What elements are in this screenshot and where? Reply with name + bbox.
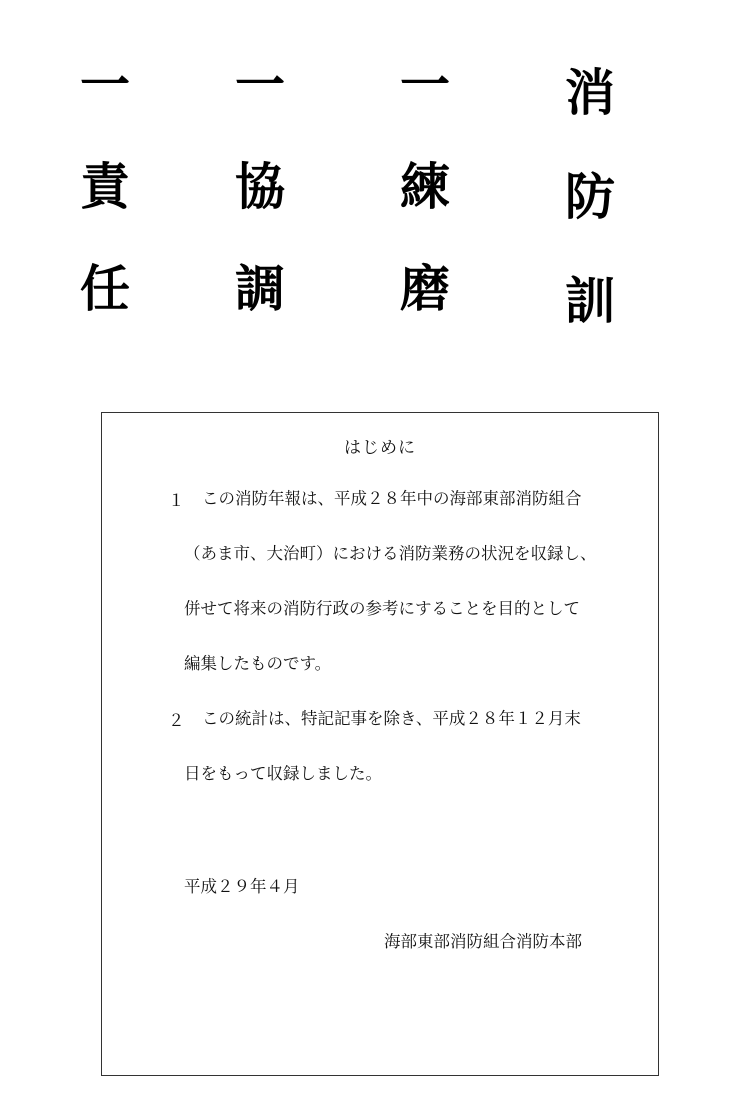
item-line: この統計は、特記記事を除き、平成２８年１２月末 xyxy=(202,709,581,728)
motto-char: 防 xyxy=(565,168,615,226)
motto-char: 調 xyxy=(235,260,285,318)
motto-column-2 xyxy=(390,56,460,366)
item-line: （あま市、大治町）における消防業務の状況を収録し、 xyxy=(184,544,597,563)
intro-item-1 xyxy=(168,487,628,707)
motto-char: 訓 xyxy=(565,272,615,330)
motto-char: 任 xyxy=(80,260,130,318)
motto-char: 一 xyxy=(400,56,450,114)
issue-date: 平成２９年４月 xyxy=(184,877,300,896)
intro-title: はじめに xyxy=(344,438,416,458)
item-line: 日をもって収録しました。 xyxy=(184,764,382,783)
motto-banner xyxy=(0,56,740,360)
motto-column-3 xyxy=(225,56,295,366)
intro-item-2 xyxy=(168,707,628,817)
motto-char: 協 xyxy=(235,158,285,216)
motto-char: 一 xyxy=(235,56,285,114)
motto-column-4 xyxy=(70,56,140,366)
item-number: ２ xyxy=(168,711,185,730)
intro-frame xyxy=(101,412,659,1076)
item-number: １ xyxy=(168,491,185,510)
item-line: 編集したものです。 xyxy=(184,654,332,673)
item-line: 併せて将来の消防行政の参考にすることを目的として xyxy=(184,599,580,618)
motto-char: 一 xyxy=(80,56,130,114)
motto-column-1 xyxy=(555,64,625,380)
item-line: この消防年報は、平成２８年中の海部東部消防組合 xyxy=(202,489,582,508)
motto-char: 練 xyxy=(400,158,450,216)
motto-char: 消 xyxy=(565,64,615,122)
motto-char: 責 xyxy=(80,158,130,216)
organization-name: 海部東部消防組合消防本部 xyxy=(384,932,582,951)
motto-char: 磨 xyxy=(400,260,450,318)
